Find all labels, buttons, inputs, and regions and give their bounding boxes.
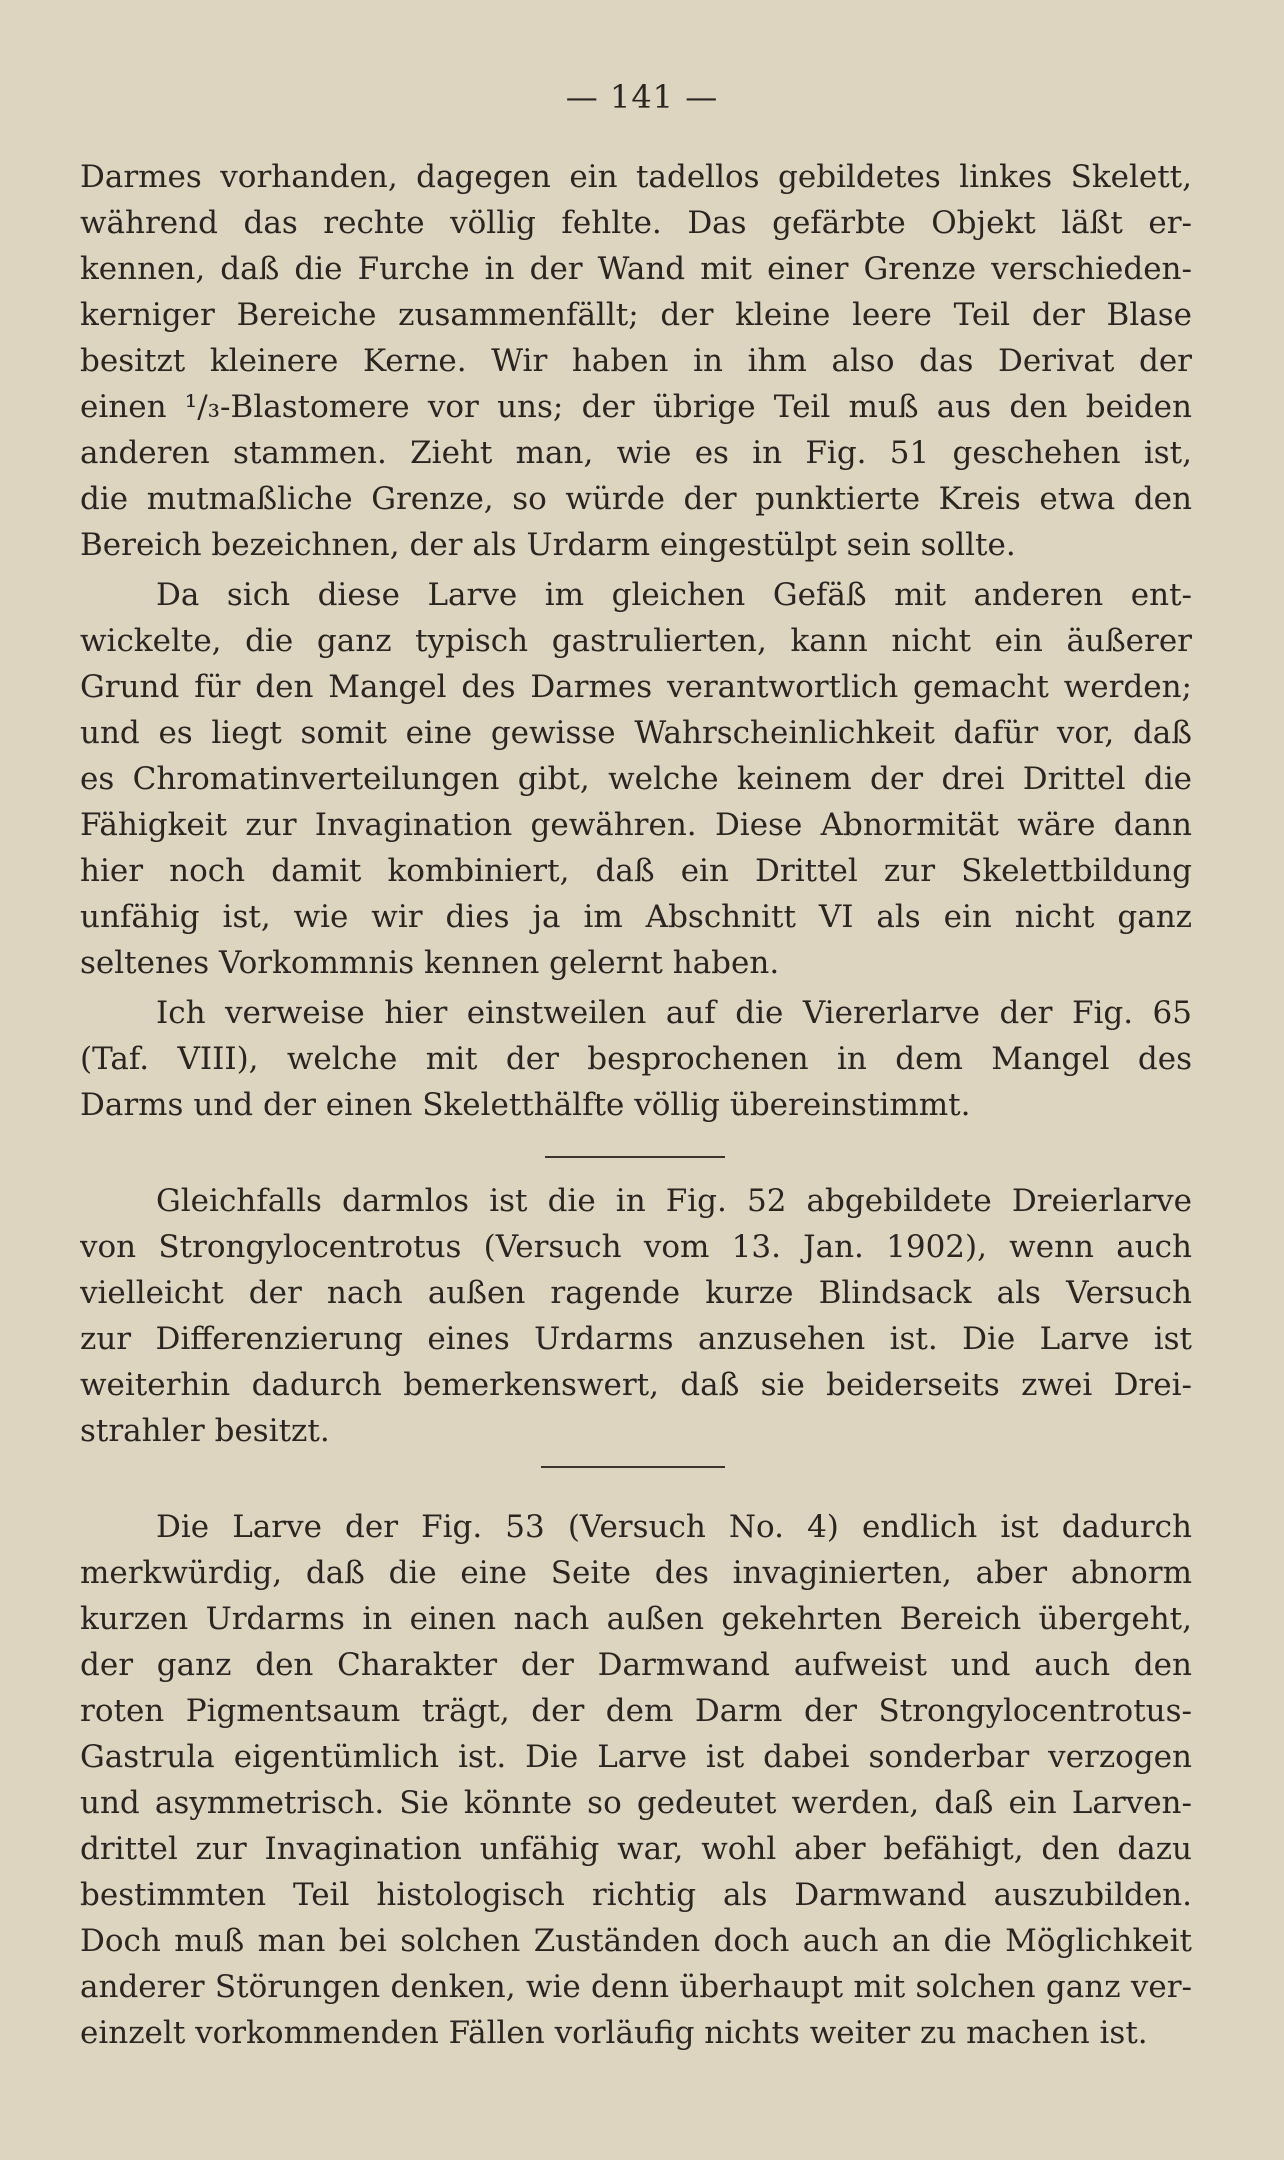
text-line: wickelte, die ganz typisch gastrulierten, kann nicht ein äußerer (80, 623, 1192, 659)
text-line: anderer Störungen denken, wie denn überhaupt mit solchen ganz ver- (80, 1969, 1192, 2005)
text-line: kennen, daß die Furche in der Wand mit einer Grenze verschieden- (80, 251, 1192, 287)
text-line: drittel zur Invagination unfähig war, wohl aber befähigt, den dazu (80, 1831, 1192, 1867)
paragraph-3 (80, 990, 1192, 1128)
text-line: während das rechte völlig fehlte. Das gefärbte Objekt läßt er- (80, 205, 1192, 241)
text-line: unfähig ist, wie wir dies ja im Abschnitt VI als ein nicht ganz (80, 899, 1192, 935)
text-line: anderen stammen. Zieht man, wie es in Fig. 51 geschehen ist, (80, 435, 1192, 471)
text-line: die mutmaßliche Grenze, so würde der punktierte Kreis etwa den (80, 481, 1192, 517)
text-line: von Strongylocentrotus (Versuch vom 13. Jan. 1902), wenn auch (80, 1229, 1192, 1265)
paragraph-5 (80, 1504, 1192, 2056)
section-divider-1 (545, 1156, 725, 1158)
section-divider-2 (541, 1466, 725, 1468)
text-line: Gleichfalls darmlos ist die in Fig. 52 abgebildete Dreierlarve (156, 1183, 1192, 1219)
text-line: Grund für den Mangel des Darmes verantwortlich gemacht werden; (80, 669, 1192, 705)
text-line: Die Larve der Fig. 53 (Versuch No. 4) endlich ist dadurch (156, 1509, 1192, 1545)
text-line: einzelt vorkommenden Fällen vorläufig nichts weiter zu machen ist. (80, 2015, 1148, 2051)
text-line: Ich verweise hier einstweilen auf die Viererlarve der Fig. 65 (156, 995, 1192, 1031)
text-line: einen ¹/₃-Blastomere vor uns; der übrige Teil muß aus den beiden (80, 389, 1192, 425)
text-line: Gastrula eigentümlich ist. Die Larve ist dabei sonderbar verzogen (80, 1739, 1192, 1775)
text-line: Doch muß man bei solchen Zuständen doch auch an die Möglichkeit (80, 1923, 1192, 1959)
text-line: vielleicht der nach außen ragende kurze Blindsack als Versuch (80, 1275, 1192, 1311)
text-line: roten Pigmentsaum trägt, der dem Darm der Strongylocentrotus- (80, 1693, 1192, 1729)
text-line: und asymmetrisch. Sie könnte so gedeutet werden, daß ein Larven- (80, 1785, 1192, 1821)
text-line: zur Differenzierung eines Urdarms anzusehen ist. Die Larve ist (80, 1321, 1192, 1357)
text-line: Darmes vorhanden, dagegen ein tadellos gebildetes linkes Skelett, (80, 159, 1192, 195)
text-line: und es liegt somit eine gewisse Wahrscheinlichkeit dafür vor, daß (80, 715, 1192, 751)
text-line: Fähigkeit zur Invagination gewähren. Diese Abnormität wäre dann (80, 807, 1192, 843)
text-line: es Chromatinverteilungen gibt, welche keinem der drei Drittel die (80, 761, 1192, 797)
text-line: seltenes Vorkommnis kennen gelernt haben. (80, 945, 780, 981)
paragraph-4 (80, 1178, 1192, 1454)
paragraph-2 (80, 572, 1192, 986)
text-line: hier noch damit kombiniert, daß ein Drittel zur Skelettbildung (80, 853, 1192, 889)
text-line: weiterhin dadurch bemerkenswert, daß sie beiderseits zwei Drei- (80, 1367, 1192, 1403)
text-line: besitzt kleinere Kerne. Wir haben in ihm also das Derivat der (80, 343, 1192, 379)
page-number: — 141 — (565, 78, 719, 116)
text-line: kerniger Bereiche zusammenfällt; der kleine leere Teil der Blase (80, 297, 1192, 333)
text-line: strahler besitzt. (80, 1413, 330, 1449)
text-line: Bereich bezeichnen, der als Urdarm eingestülpt sein sollte. (80, 527, 1016, 563)
text-line: der ganz den Charakter der Darmwand aufweist und auch den (80, 1647, 1192, 1683)
text-line: merkwürdig, daß die eine Seite des invaginierten, aber abnorm (80, 1555, 1192, 1591)
text-line: (Taf. VIII), welche mit der besprochenen in dem Mangel des (80, 1041, 1192, 1077)
text-line: bestimmten Teil histologisch richtig als Darmwand auszubilden. (80, 1877, 1192, 1913)
text-line: kurzen Urdarms in einen nach außen gekehrten Bereich übergeht, (80, 1601, 1192, 1637)
paragraph-1 (80, 154, 1192, 568)
text-line: Darms und der einen Skeletthälfte völlig übereinstimmt. (80, 1087, 971, 1123)
text-line: Da sich diese Larve im gleichen Gefäß mit anderen ent- (156, 577, 1192, 613)
